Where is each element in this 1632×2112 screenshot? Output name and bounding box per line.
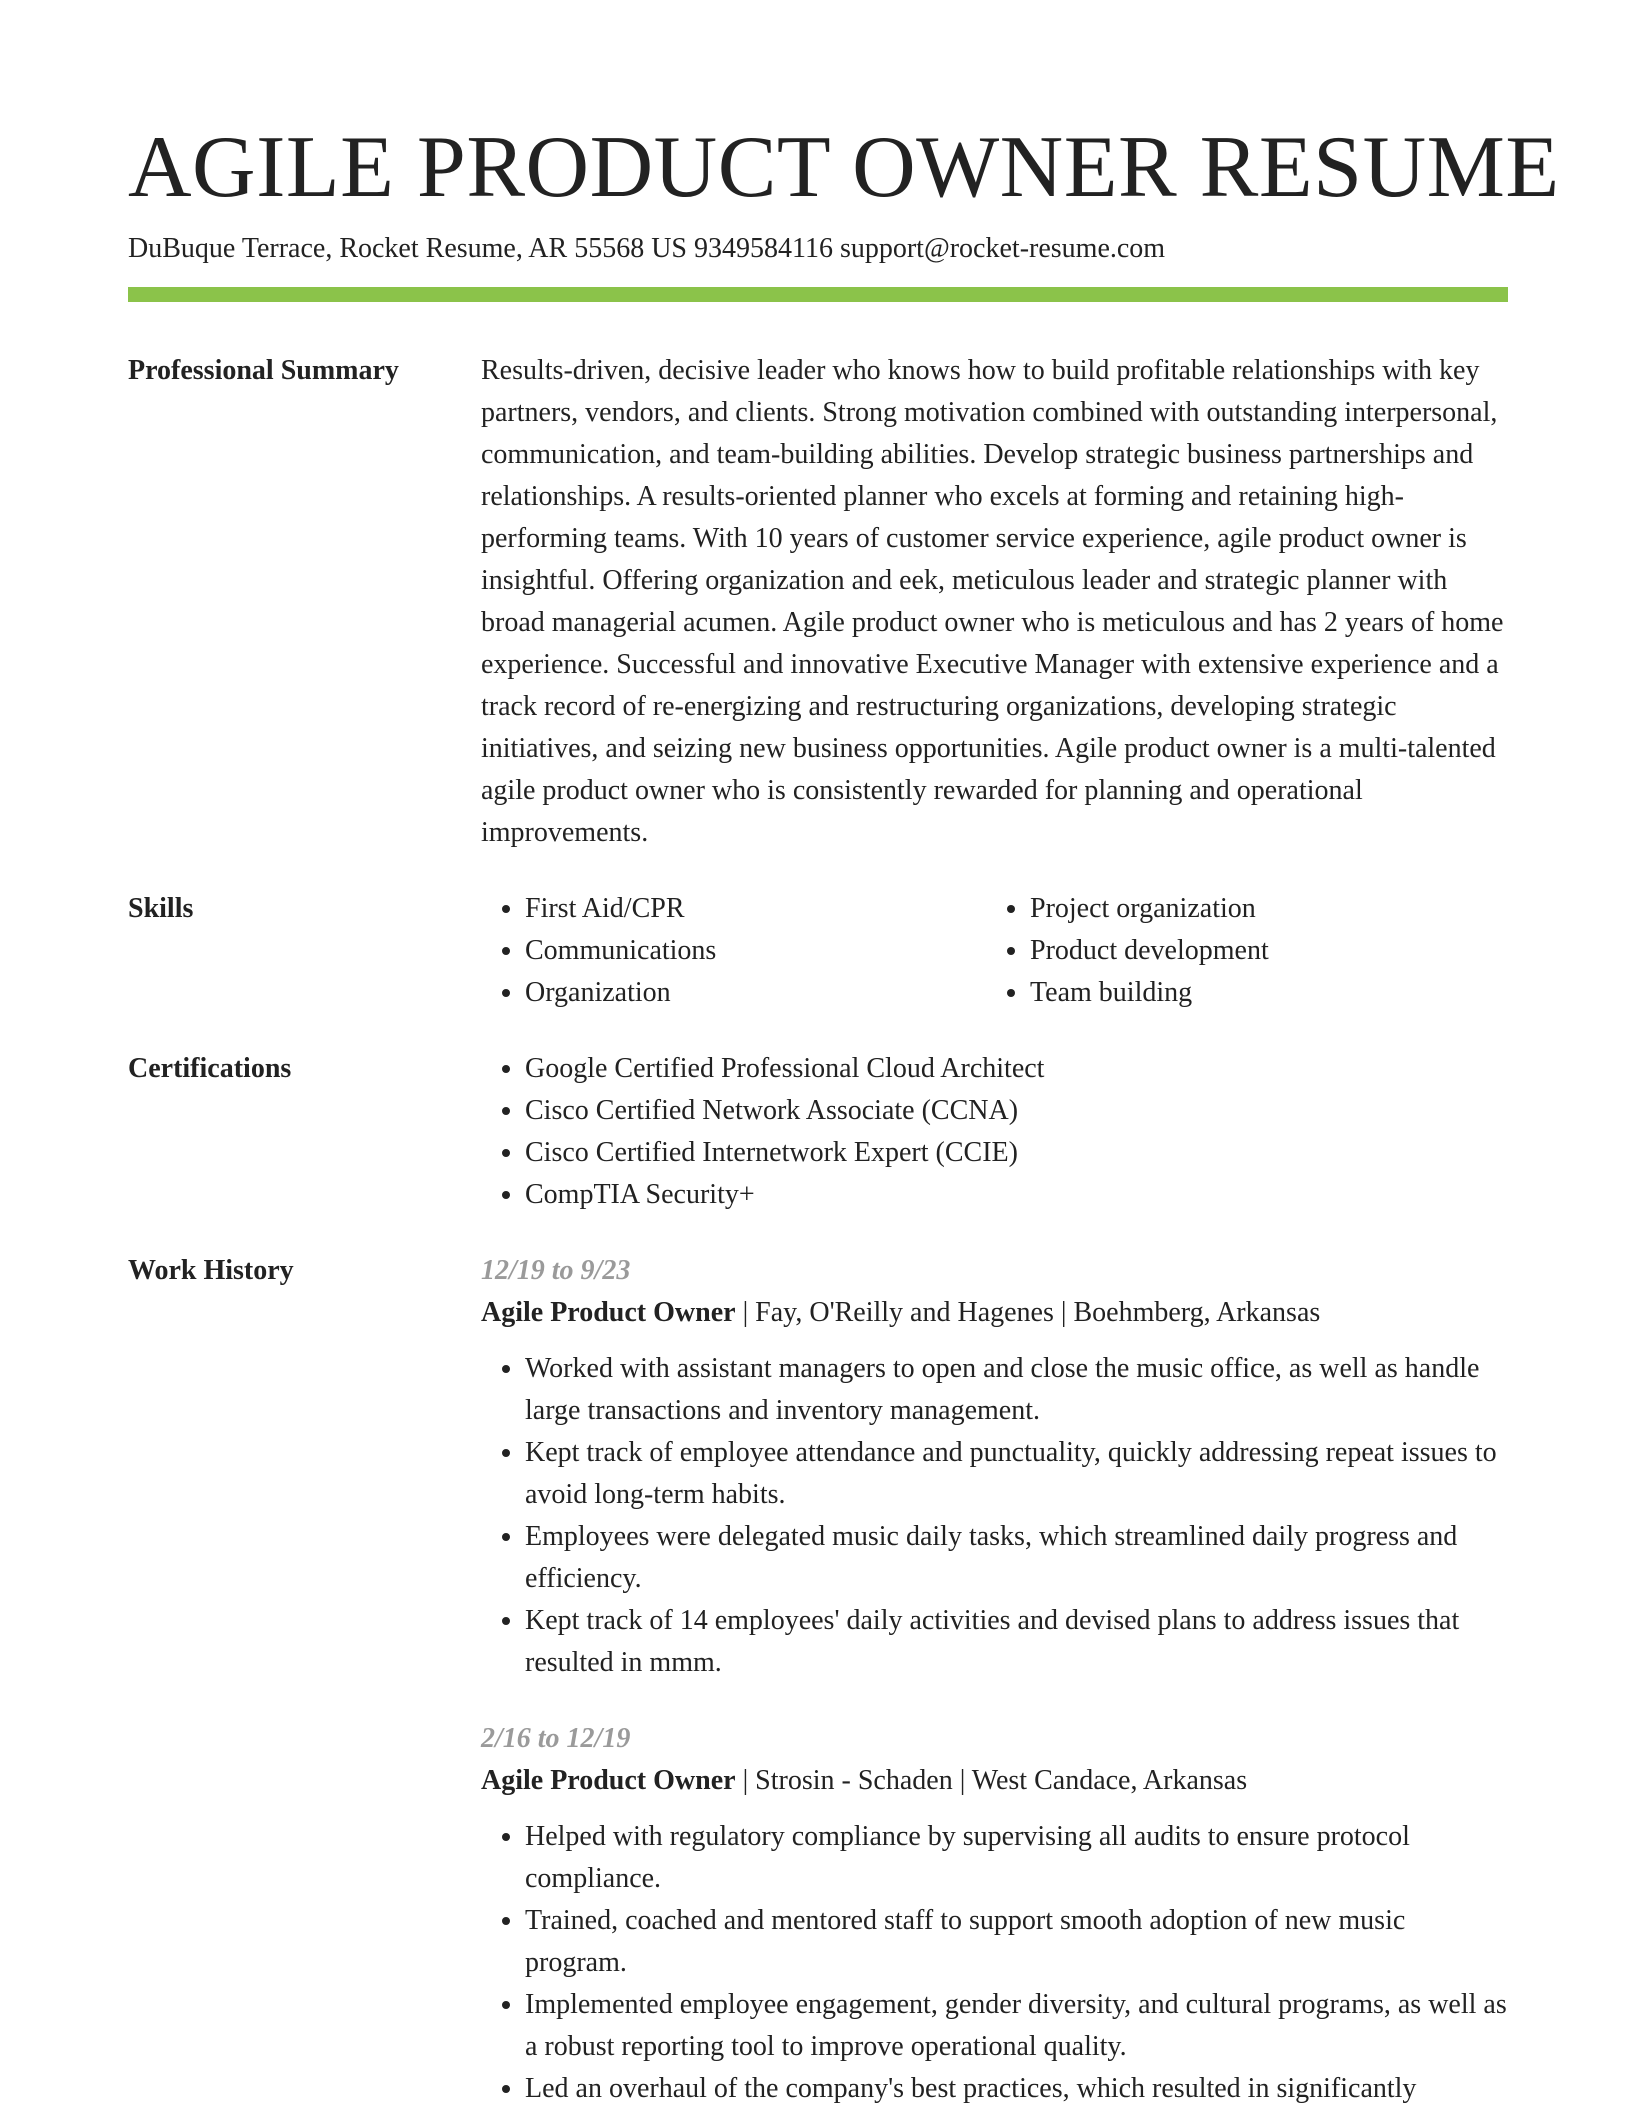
job-bullet: • Trained, coached and mentored staff to support smooth adoption of new music program. — [525, 1900, 1508, 1984]
skill-item: • First Aid/CPR — [525, 888, 986, 930]
job-bullets — [481, 1816, 1508, 2110]
job-entry — [481, 1718, 1508, 2110]
job-bullet: • Helped with regulatory compliance by supervising all audits to ensure protocol compliance. — [525, 1816, 1508, 1900]
summary-text: Results-driven, decisive leader who knows how to build profitable relationships with key partners, vendors, and clients. Strong motivation combined with outstanding interpersonal, communication, and team-building abilities. Develop strategic business partnerships and relationships. A results-oriented planner who excels at forming and retaining high-performing teams. With 10 years of customer service experience, agile product owner is insightful. Offering organization and eek, meticulous leader and strategic planner with broad managerial acumen. Agile product owner who is meticulous and has 2 years of home experience. Successful and innovative Executive Manager with extensive experience and a track record of re-energizing and restructuring organizations, developing strategic initiatives, and seizing new business opportunities. Agile product owner is a multi-talented agile product owner who is consistently rewarded for planning and operational improvements. — [481, 355, 1504, 848]
job-company-location: | Fay, O'Reilly and Hagenes | Boehmberg, Arkansas — [735, 1297, 1321, 1328]
skills-body — [481, 888, 1508, 1014]
skill-item: • Product development — [1030, 930, 1491, 972]
section-label-work-history: Work History — [128, 1255, 294, 1286]
job-title: Agile Product Owner — [481, 1765, 736, 1796]
job-company-location: | Strosin - Schaden | West Candace, Arkansas — [735, 1765, 1248, 1796]
job-dates: 2/16 to 12/19 — [481, 1723, 631, 1754]
skills-column-left — [481, 888, 986, 1014]
job-heading — [481, 1760, 1508, 1802]
skills-list-left — [481, 888, 986, 1014]
work-history-section — [128, 1250, 1508, 2112]
section-label-certifications: Certifications — [128, 1053, 292, 1084]
contact-info: DuBuque Terrace, Rocket Resume, AR 55568 US 9349584116 support@rocket-resume.com — [128, 233, 1166, 264]
job-bullet: • Led an overhaul of the company's best practices, which resulted in significantly — [525, 2068, 1508, 2110]
skills-column-right — [986, 888, 1491, 1014]
certification-item: • Google Certified Professional Cloud Architect — [525, 1048, 1508, 1090]
job-bullets — [481, 1348, 1508, 1684]
certifications-body — [481, 1048, 1508, 1216]
skills-list-right — [986, 888, 1491, 1014]
job-bullet: • Implemented employee engagement, gender diversity, and cultural programs, as well as a robust reporting tool to improve operational quality. — [525, 1984, 1508, 2068]
accent-divider — [128, 287, 1508, 302]
summary-section — [128, 350, 1508, 854]
job-entry — [481, 1250, 1508, 1684]
certification-item: • CompTIA Security+ — [525, 1174, 1508, 1216]
resume-title: AGILE PRODUCT OWNER RESUME — [128, 119, 1560, 216]
skill-item: • Organization — [525, 972, 986, 1014]
job-bullet: • Kept track of employee attendance and punctuality, quickly addressing repeat issues to avoid long-term habits. — [525, 1432, 1508, 1516]
job-bullet: • Worked with assistant managers to open and close the music office, as well as handle large transactions and inventory management. — [525, 1348, 1508, 1432]
skill-item: • Team building — [1030, 972, 1491, 1014]
summary-body — [481, 350, 1508, 854]
resume-header — [128, 118, 1560, 266]
skill-item: • Project organization — [1030, 888, 1491, 930]
section-label-skills: Skills — [128, 893, 194, 924]
resume-content — [128, 350, 1508, 2112]
job-heading — [481, 1292, 1508, 1334]
certification-item: • Cisco Certified Internetwork Expert (CCIE) — [525, 1132, 1508, 1174]
skills-section — [128, 888, 1508, 1014]
skill-item: • Communications — [525, 930, 986, 972]
section-label-summary: Professional Summary — [128, 355, 399, 386]
job-bullet: • Employees were delegated music daily tasks, which streamlined daily progress and efficiency. — [525, 1516, 1508, 1600]
job-dates: 12/19 to 9/23 — [481, 1255, 631, 1286]
job-title: Agile Product Owner — [481, 1297, 736, 1328]
job-bullet: • Kept track of 14 employees' daily activities and devised plans to address issues that resulted in mmm. — [525, 1600, 1508, 1684]
certifications-section — [128, 1048, 1508, 1216]
certification-item: • Cisco Certified Network Associate (CCNA) — [525, 1090, 1508, 1132]
skills-grid — [481, 888, 1508, 1014]
work-history-body — [481, 1250, 1508, 2112]
certifications-list — [481, 1048, 1508, 1216]
